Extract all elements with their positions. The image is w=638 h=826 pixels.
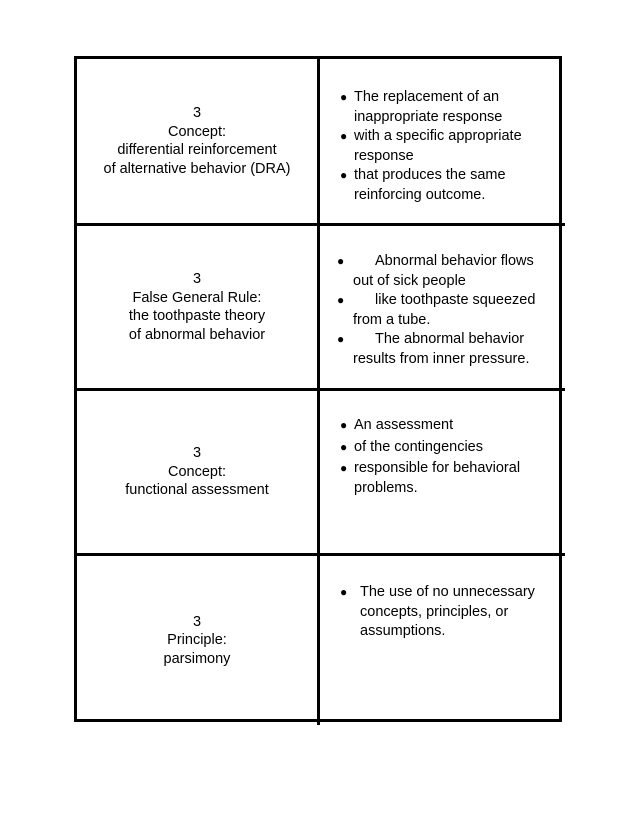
card-1-definition — [320, 59, 565, 226]
bullet-icon: ● — [340, 585, 348, 599]
bullet-icon: ● — [340, 90, 348, 104]
def-line: responsible for behavioral — [354, 460, 521, 476]
term-line: of abnormal behavior — [128, 326, 266, 343]
def-line: from a tube. — [353, 311, 431, 328]
card-1-term — [77, 59, 320, 226]
def-line: out of sick people — [353, 272, 466, 289]
def-line: reinforcing outcome. — [354, 186, 486, 203]
def-line: results from inner pressure. — [353, 350, 530, 367]
def-line: of the contingencies — [354, 438, 483, 455]
term-line: Concept: — [167, 123, 227, 140]
def-line: inappropriate response — [354, 108, 503, 125]
card-2-definition — [320, 226, 565, 391]
term-line: differential reinforcement — [117, 142, 277, 158]
bullet-icon: ● — [337, 293, 345, 307]
def-line: An assessment — [354, 417, 454, 433]
bullet-icon: ● — [340, 461, 348, 475]
def-line: The replacement of an — [354, 89, 500, 105]
def-line: problems. — [354, 479, 418, 496]
term-line: 3 — [192, 105, 202, 121]
bullet-icon: ● — [337, 254, 345, 268]
bullet-icon: ● — [340, 129, 348, 143]
term-line: Concept: — [167, 463, 227, 480]
bullet-icon: ● — [340, 418, 348, 432]
term-line: 3 — [192, 445, 202, 462]
def-line: The abnormal behavior — [375, 331, 525, 347]
term-line: functional assessment — [125, 482, 269, 499]
card-4-term — [77, 556, 320, 725]
card-3-term — [77, 391, 320, 556]
bullet-icon: ● — [340, 168, 348, 182]
flashcard-table — [74, 56, 562, 722]
def-line: that produces the same — [354, 167, 506, 183]
term-line: 3 — [192, 271, 202, 287]
def-line: with a specific appropriate — [354, 128, 522, 144]
def-line: like toothpaste squeezed — [375, 292, 536, 308]
term-line: Principle: — [167, 632, 227, 649]
card-4-definition — [320, 556, 565, 725]
bullet-icon: ● — [340, 439, 348, 454]
card-2-term — [77, 226, 320, 391]
term-line: the toothpaste theory — [128, 308, 266, 324]
def-line: concepts, principles, or — [360, 603, 509, 620]
term-line: 3 — [192, 613, 202, 630]
bullet-icon: ● — [337, 332, 345, 346]
term-line: of alternative behavior (DRA) — [103, 160, 291, 177]
def-line: Abnormal behavior flows — [375, 253, 534, 269]
def-line: assumptions. — [360, 623, 446, 639]
def-line: The use of no unnecessary — [360, 584, 535, 600]
term-line: False General Rule: — [132, 289, 262, 306]
card-3-definition — [320, 391, 565, 556]
def-line: response — [354, 147, 414, 164]
term-line: parsimony — [163, 650, 231, 667]
